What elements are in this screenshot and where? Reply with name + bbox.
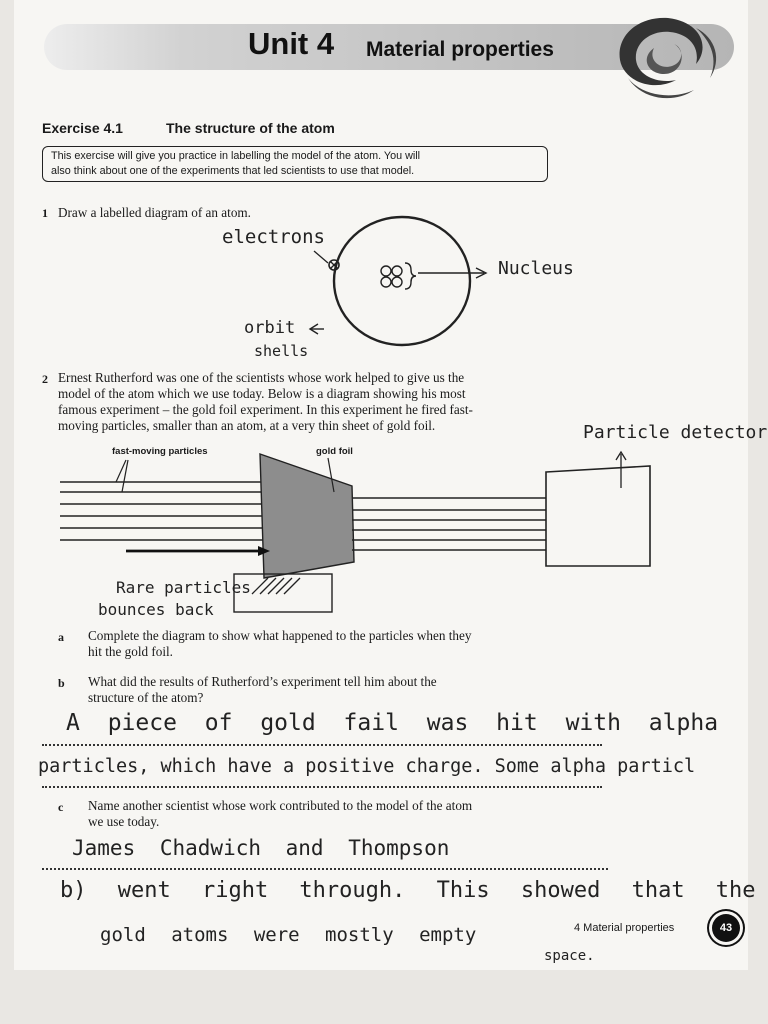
answer-b-line-1: A piece of gold fail was hit with alpha (66, 710, 719, 736)
unit-label: Unit 4 (248, 26, 335, 61)
particle-detector-box (546, 466, 650, 566)
label-shells: shells (254, 342, 309, 360)
answer-c-line-1: James Chadwich and Thompson (72, 836, 450, 860)
electron-pointer (314, 251, 328, 263)
part-c-line-2: we use today. (88, 814, 160, 829)
label-nucleus: Nucleus (498, 258, 574, 279)
answer-b-line-2: particles, which have a positive charge. Some alpha particl (38, 756, 696, 777)
question-2-line-2: model of the atom which we use today. Below is a diagram showing his most (58, 386, 466, 401)
label-bounces-back: bounces back (98, 600, 214, 619)
footer-chapter: 4 Material properties (574, 922, 675, 934)
intro-line-2: also think about one of the experiments that led scientists to use that model. (51, 165, 415, 177)
answer-line-c[interactable] (42, 868, 608, 870)
question-1-number: 1 (42, 206, 48, 220)
part-b-letter: b (58, 676, 65, 690)
exercise-title: The structure of the atom (166, 120, 335, 136)
label-fast-moving-particles: fast-moving particles (112, 446, 208, 457)
exercise-intro-box (42, 146, 548, 182)
atom-diagram (300, 215, 600, 365)
unit-title: Material properties (366, 38, 554, 61)
swirl-logo-icon (598, 8, 728, 104)
part-a-letter: a (58, 630, 64, 644)
part-a-text (88, 628, 471, 660)
part-c-line-1: Name another scientist whose work contributed to the model of the atom (88, 798, 473, 813)
answer-line-b-1[interactable] (42, 744, 602, 746)
page-number-badge: 43 (712, 914, 740, 942)
label-orbit: orbit (244, 318, 296, 338)
label-rare-particles: Rare particles (116, 578, 251, 597)
nucleus (381, 266, 402, 287)
part-b-line-1: What did the results of Rutherford’s experiment tell him about the (88, 674, 437, 689)
question-2-line-4: moving particles, smaller than an atom, at a very thin sheet of gold foil. (58, 418, 436, 433)
question-1-text: Draw a labelled diagram of an atom. (58, 205, 251, 220)
continuation-line-3: space. (544, 948, 595, 964)
continuation-line-1: b) went right through. This showed that the (60, 878, 756, 903)
part-a-line-1: Complete the diagram to show what happened to the particles when they (88, 628, 472, 643)
label-gold-foil: gold foil (316, 446, 353, 457)
label-particle-detector: Particle detector (583, 422, 768, 443)
part-b-text (88, 674, 437, 706)
question-2-number: 2 (42, 372, 48, 386)
gold-foil-sheet (260, 454, 354, 578)
gold-foil-experiment-diagram (56, 444, 666, 624)
answer-line-b-2[interactable] (42, 786, 602, 788)
question-2-text (58, 370, 558, 434)
label-electrons: electrons (222, 226, 325, 248)
part-c-letter: c (58, 800, 64, 814)
part-b-line-2: structure of the atom? (88, 690, 204, 705)
question-2-line-3: famous experiment – the gold foil experiment. In this experiment he fired fast- (58, 402, 473, 417)
part-a-line-2: hit the gold foil. (88, 644, 173, 659)
continuation-line-2: gold atoms were mostly empty (100, 924, 477, 946)
intro-line-1: This exercise will give you practice in labelling the model of the atom. You will (51, 150, 421, 162)
deflected-particles (252, 578, 300, 594)
part-c-text (88, 798, 472, 830)
transmitted-particle-beams (352, 498, 546, 550)
question-2-line-1: Ernest Rutherford was one of the scientists whose work helped to give us the (58, 370, 465, 385)
exercise-number: Exercise 4.1 (42, 120, 123, 136)
